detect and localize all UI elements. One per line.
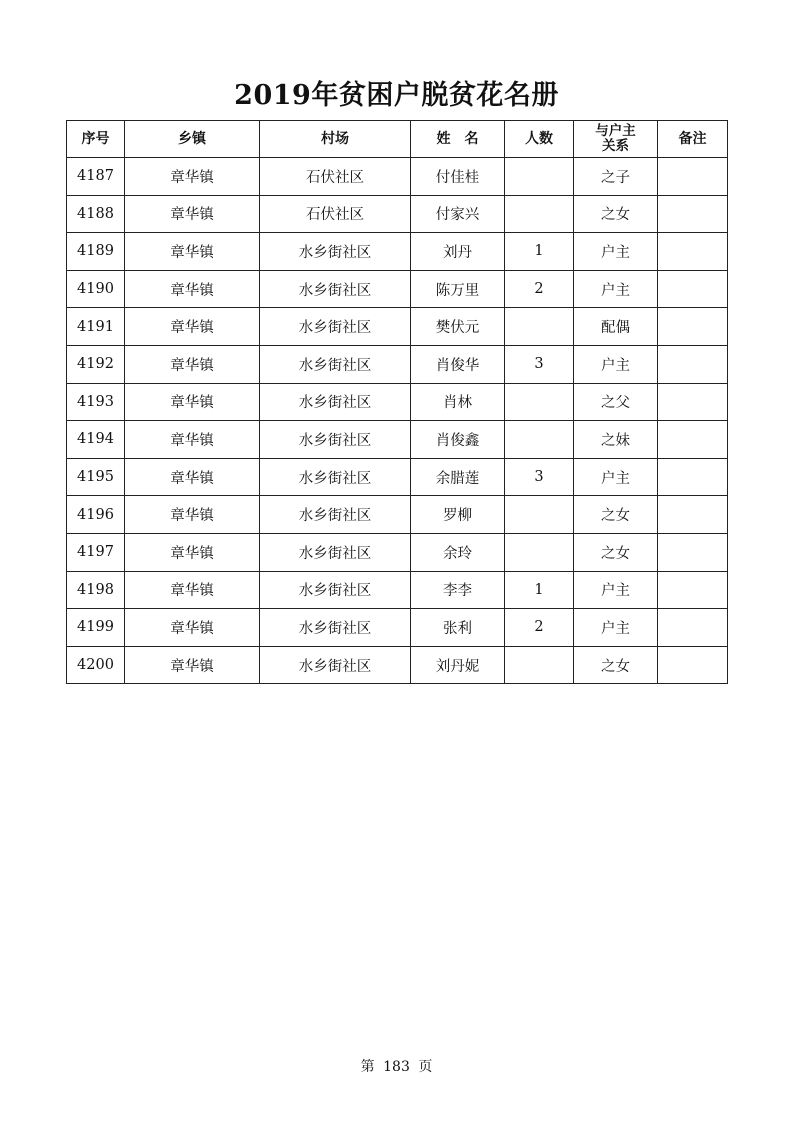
header-count: 人数 (505, 121, 574, 158)
cell-remark (658, 308, 728, 346)
cell-village: 水乡街社区 (260, 458, 411, 496)
cell-relation: 之父 (574, 383, 658, 421)
cell-village: 水乡街社区 (260, 270, 411, 308)
header-seq: 序号 (67, 121, 125, 158)
cell-village: 水乡街社区 (260, 646, 411, 684)
cell-village: 水乡街社区 (260, 308, 411, 346)
table-row (67, 458, 728, 496)
table-row (67, 533, 728, 571)
cell-count (505, 383, 574, 421)
cell-count: 3 (505, 458, 574, 496)
table-row (67, 421, 728, 459)
cell-count: 3 (505, 345, 574, 383)
cell-village: 水乡街社区 (260, 345, 411, 383)
cell-remark (658, 158, 728, 196)
header-name: 姓 名 (411, 121, 505, 158)
table-row (67, 308, 728, 346)
cell-remark (658, 496, 728, 534)
table-row (67, 571, 728, 609)
cell-remark (658, 458, 728, 496)
page-footer-suffix: 页 (418, 1059, 433, 1075)
cell-remark (658, 195, 728, 233)
cell-village: 水乡街社区 (260, 233, 411, 271)
roster-table (66, 120, 728, 684)
cell-village: 水乡街社区 (260, 533, 411, 571)
cell-seq: 4192 (67, 345, 125, 383)
cell-town: 章华镇 (125, 345, 260, 383)
cell-relation: 户主 (574, 458, 658, 496)
table-row (67, 345, 728, 383)
cell-count (505, 646, 574, 684)
cell-town: 章华镇 (125, 158, 260, 196)
cell-village: 水乡街社区 (260, 571, 411, 609)
cell-seq: 4200 (67, 646, 125, 684)
cell-name: 肖俊华 (411, 345, 505, 383)
cell-town: 章华镇 (125, 233, 260, 271)
cell-remark (658, 421, 728, 459)
header-remark: 备注 (658, 121, 728, 158)
table-row (67, 383, 728, 421)
cell-name: 李李 (411, 571, 505, 609)
cell-relation: 之女 (574, 533, 658, 571)
cell-name: 付佳桂 (411, 158, 505, 196)
cell-relation: 之女 (574, 195, 658, 233)
cell-town: 章华镇 (125, 270, 260, 308)
cell-town: 章华镇 (125, 458, 260, 496)
cell-remark (658, 345, 728, 383)
cell-town: 章华镇 (125, 308, 260, 346)
cell-count: 2 (505, 609, 574, 647)
cell-relation: 户主 (574, 233, 658, 271)
cell-village: 水乡街社区 (260, 609, 411, 647)
cell-village: 石伏社区 (260, 158, 411, 196)
cell-relation: 配偶 (574, 308, 658, 346)
cell-remark (658, 609, 728, 647)
cell-name: 刘丹妮 (411, 646, 505, 684)
cell-town: 章华镇 (125, 195, 260, 233)
cell-name: 罗柳 (411, 496, 505, 534)
cell-remark (658, 383, 728, 421)
header-relation (574, 121, 658, 158)
cell-seq: 4195 (67, 458, 125, 496)
cell-seq: 4193 (67, 383, 125, 421)
cell-count: 1 (505, 571, 574, 609)
table-row (67, 158, 728, 196)
table-body (67, 158, 728, 684)
page-number: 183 (383, 1059, 410, 1075)
cell-name: 樊伏元 (411, 308, 505, 346)
cell-name: 陈万里 (411, 270, 505, 308)
cell-count (505, 496, 574, 534)
cell-name: 肖俊鑫 (411, 421, 505, 459)
cell-village: 水乡街社区 (260, 421, 411, 459)
cell-town: 章华镇 (125, 496, 260, 534)
cell-relation: 之女 (574, 646, 658, 684)
page-footer-prefix: 第 (360, 1059, 375, 1075)
cell-relation: 之女 (574, 496, 658, 534)
cell-count: 2 (505, 270, 574, 308)
header-relation-line1: 与户主 (595, 123, 636, 139)
cell-name: 付家兴 (411, 195, 505, 233)
cell-relation: 户主 (574, 571, 658, 609)
cell-seq: 4196 (67, 496, 125, 534)
cell-seq: 4198 (67, 571, 125, 609)
cell-name: 肖林 (411, 383, 505, 421)
page-footer (0, 1056, 793, 1076)
cell-remark (658, 533, 728, 571)
cell-seq: 4199 (67, 609, 125, 647)
cell-name: 刘丹 (411, 233, 505, 271)
table-row (67, 646, 728, 684)
table-row (67, 233, 728, 271)
cell-relation: 户主 (574, 270, 658, 308)
cell-relation: 户主 (574, 345, 658, 383)
cell-relation: 之妹 (574, 421, 658, 459)
cell-count (505, 195, 574, 233)
table-header-row (67, 121, 728, 158)
cell-count (505, 308, 574, 346)
cell-name: 余玲 (411, 533, 505, 571)
header-relation-line2: 关系 (602, 138, 629, 154)
cell-village: 水乡街社区 (260, 383, 411, 421)
cell-town: 章华镇 (125, 571, 260, 609)
table-row (67, 496, 728, 534)
cell-seq: 4191 (67, 308, 125, 346)
header-town: 乡镇 (125, 121, 260, 158)
cell-village: 石伏社区 (260, 195, 411, 233)
cell-remark (658, 233, 728, 271)
cell-remark (658, 571, 728, 609)
cell-town: 章华镇 (125, 533, 260, 571)
cell-name: 张利 (411, 609, 505, 647)
table-row (67, 609, 728, 647)
cell-seq: 4188 (67, 195, 125, 233)
cell-count: 1 (505, 233, 574, 271)
cell-remark (658, 270, 728, 308)
cell-seq: 4197 (67, 533, 125, 571)
cell-seq: 4189 (67, 233, 125, 271)
header-village: 村场 (260, 121, 411, 158)
page-title: 2019年贫困户脱贫花名册 (234, 80, 559, 111)
cell-town: 章华镇 (125, 609, 260, 647)
cell-count (505, 158, 574, 196)
cell-relation: 之子 (574, 158, 658, 196)
cell-seq: 4194 (67, 421, 125, 459)
cell-remark (658, 646, 728, 684)
table-row (67, 270, 728, 308)
cell-seq: 4187 (67, 158, 125, 196)
cell-town: 章华镇 (125, 421, 260, 459)
cell-count (505, 533, 574, 571)
cell-village: 水乡街社区 (260, 496, 411, 534)
cell-town: 章华镇 (125, 646, 260, 684)
cell-count (505, 421, 574, 459)
table-row (67, 195, 728, 233)
cell-relation: 户主 (574, 609, 658, 647)
cell-seq: 4190 (67, 270, 125, 308)
cell-name: 余腊莲 (411, 458, 505, 496)
cell-town: 章华镇 (125, 383, 260, 421)
